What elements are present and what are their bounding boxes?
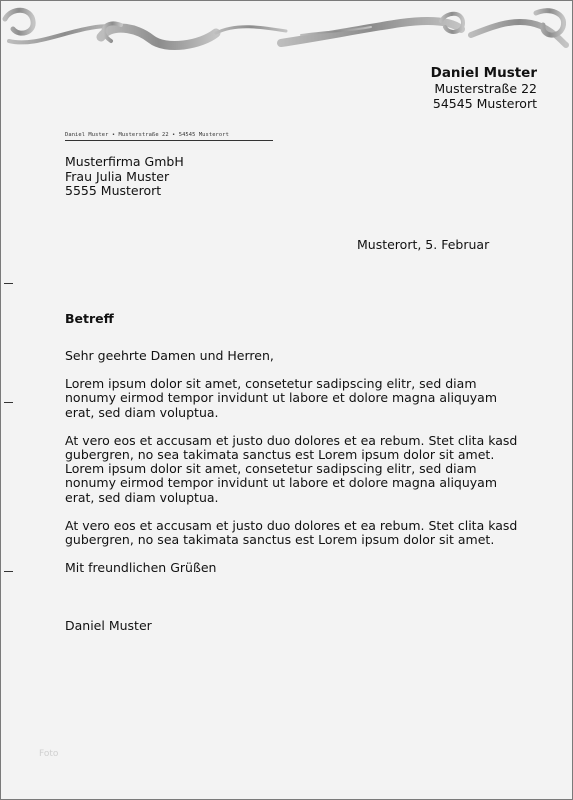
recipient-city: 5555 Musterort [65,183,162,198]
closing: Mit freundlichen Grüßen [65,560,217,576]
body-paragraph: At vero eos et accusam et justo duo dolores et ea rebum. Stet clita kasd gubergren, no sea takimata sanctus est Lorem ipsum dolor sit amet. [65,517,518,548]
letter-date: Musterort, 5. Februar [357,237,490,252]
fold-mark [4,283,13,284]
sender-city: 54545 Musterort [432,96,537,111]
signature-name: Daniel Muster [65,618,152,633]
sender-address [431,65,537,111]
body-paragraph: At vero eos et accusam et justo duo dolores et ea rebum. Stet clita kasd gubergren, no sea takimata sanctus est Lorem ipsum dolor sit amet. Lorem ipsum dolor sit amet, consetetur sadipscing elitr, sed diam nonumy eirmod tempor invidunt ut labore et dolore magna aliquyam erat, sed diam voluptua. [65,432,518,505]
punch-mark [4,402,13,403]
fold-mark [4,571,13,572]
header-ornament [1,1,572,61]
salutation: Sehr geehrte Damen und Herren, [65,348,274,363]
recipient-person: Frau Julia Muster [65,168,170,184]
sender-street: Musterstraße 22 [434,81,537,96]
recipient-company: Musterfirma GmbH [65,154,184,169]
body-paragraph: Lorem ipsum dolor sit amet, consetetur sadipscing elitr, sed diam nonumy eirmod tempor invidunt ut labore et dolore magna aliquyam erat, sed diam voluptua. [65,376,498,420]
sender-name: Daniel Muster [430,65,537,81]
letter-body [65,349,525,589]
subject-line: Betreff [65,311,114,326]
watermark: Foto [39,749,59,759]
recipient-address [65,155,184,199]
return-address-line: Daniel Muster • Musterstraße 22 • 54545 Musterort [65,132,273,141]
